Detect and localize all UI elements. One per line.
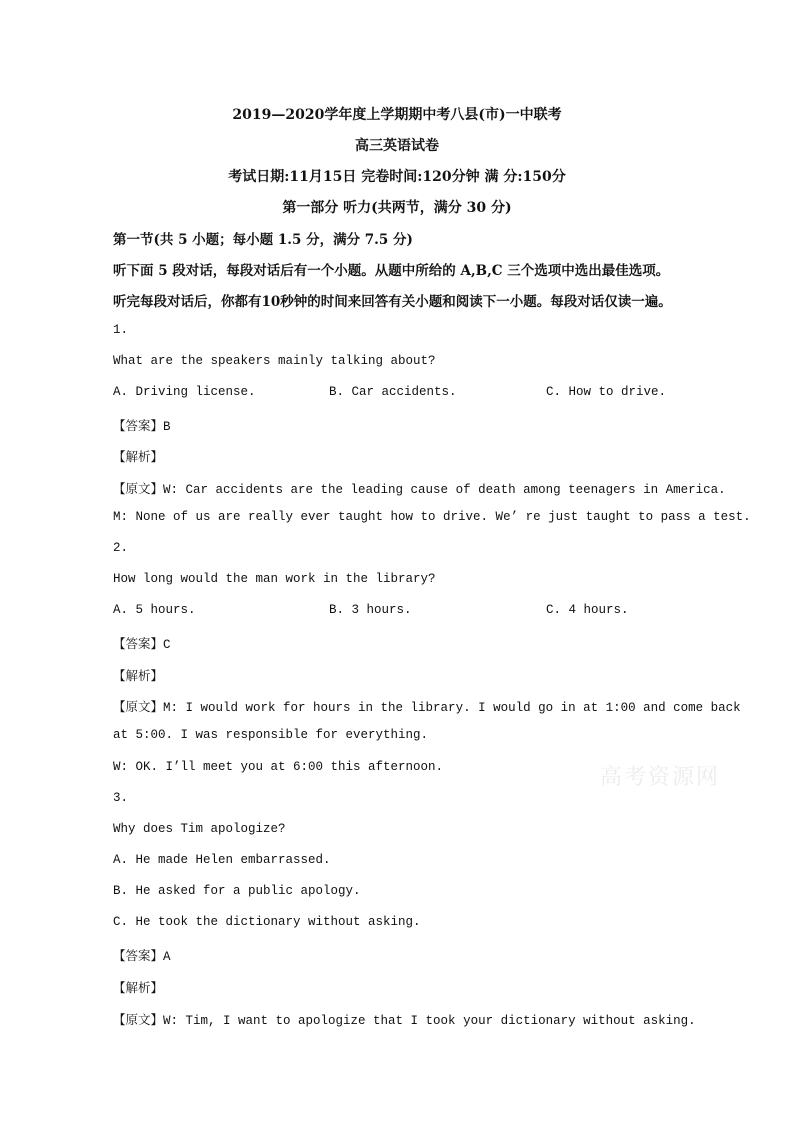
- exam-info: 考试日期:11月15日 完卷时间:120分钟 满 分:150分: [228, 169, 566, 185]
- analysis-tag: 【解析】: [113, 449, 164, 464]
- option-b: B. He asked for a public apology.: [113, 884, 361, 898]
- transcript-line: [113, 1010, 696, 1028]
- transcript-tag: 【原文】: [113, 1012, 164, 1027]
- section-heading: 第一节(共 5 小题；每小题 1.5 分，满分 7.5 分): [113, 232, 413, 248]
- watermark: 高考资源网: [600, 765, 721, 790]
- option-b: B. Car accidents.: [329, 385, 457, 399]
- transcript-text: W: Tim, I want to apologize that I took your dictionary without asking.: [163, 1014, 696, 1028]
- question-text: How long would the man work in the library?: [113, 572, 436, 586]
- answer-line: [113, 416, 171, 434]
- option-a: A. He made Helen embarrassed.: [113, 853, 331, 867]
- option-c: C. How to drive.: [546, 385, 667, 399]
- analysis-tag: 【解析】: [113, 980, 164, 995]
- answer-tag: 【答案】: [113, 636, 164, 651]
- transcript-tag: 【原文】: [113, 699, 164, 714]
- transcript-text: M: I would work for hours in the library. I would go in at 1:00 and come back: [163, 701, 741, 715]
- question-number: 3.: [113, 791, 129, 805]
- section-instruction-1: 听下面 5 段对话，每段对话后有一个小题。从题中所给的 A,B,C 三个选项中选出最佳选项。: [113, 263, 670, 279]
- exam-title: 2019—2020学年度上学期期中考八县(市)一中联考: [232, 107, 562, 123]
- option-a: A. Driving license.: [113, 385, 256, 399]
- section-instruction-2: 听完每段对话后，你都有10秒钟的时间来回答有关小题和阅读下一小题。每段对话仅读一遍。: [113, 294, 672, 310]
- transcript-text: W: Car accidents are the leading cause of death among teenagers in America.: [163, 483, 726, 497]
- question-number: 2.: [113, 541, 129, 555]
- question-number: 1.: [113, 323, 129, 337]
- answer-line: [113, 634, 171, 652]
- answer-value: B: [163, 420, 171, 434]
- option-c: C. 4 hours.: [546, 603, 629, 617]
- part-heading: 第一部分 听力(共两节，满分 30 分): [282, 200, 512, 216]
- exam-subtitle: 高三英语试卷: [355, 138, 439, 154]
- answer-tag: 【答案】: [113, 418, 164, 433]
- transcript-line: [113, 479, 726, 497]
- option-c: C. He took the dictionary without asking.: [113, 915, 421, 929]
- transcript-text: M: None of us are really ever taught how to drive. We’ re just taught to pass a test.: [113, 510, 751, 524]
- answer-line: [113, 946, 171, 964]
- transcript-line: [113, 697, 741, 715]
- transcript-text: at 5:00. I was responsible for everything.: [113, 728, 429, 742]
- answer-value: C: [163, 638, 171, 652]
- analysis-tag: 【解析】: [113, 668, 164, 683]
- question-text: What are the speakers mainly talking about?: [113, 354, 436, 368]
- option-b: B. 3 hours.: [329, 603, 412, 617]
- transcript-tag: 【原文】: [113, 481, 164, 496]
- question-text: Why does Tim apologize?: [113, 822, 286, 836]
- answer-tag: 【答案】: [113, 948, 164, 963]
- answer-value: A: [163, 950, 171, 964]
- transcript-text: W: OK. I’ll meet you at 6:00 this afternoon.: [113, 760, 444, 774]
- option-a: A. 5 hours.: [113, 603, 196, 617]
